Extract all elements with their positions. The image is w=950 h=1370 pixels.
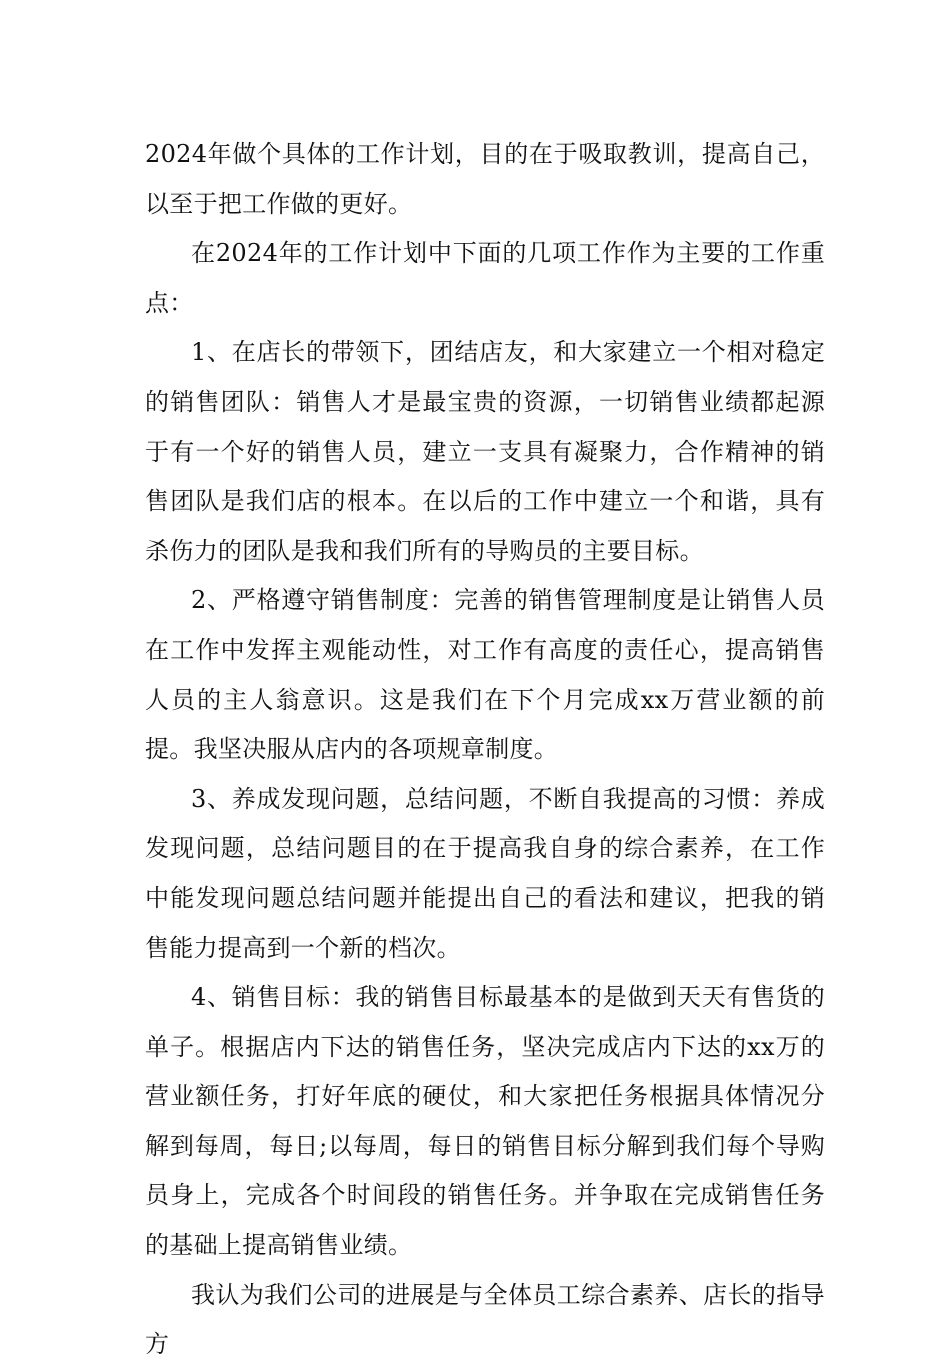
paragraph-item-2-rules: 2、严格遵守销售制度：完善的销售管理制度是让销售人员在工作中发挥主观能动性，对工作有高度的责任心，提高销售人员的主人翁意识。这是我们在下个月完成xx万营业额的前提。我坚决服从店内的各项规章制度。: [145, 586, 825, 764]
paragraph-item-3-habits: 3、养成发现问题，总结问题，不断自我提高的习惯：养成发现问题，总结问题目的在于提高我自身的综合素养，在工作中能发现问题总结问题并能提出自己的看法和建议，把我的销售能力提高到一个新的档次。: [145, 784, 825, 962]
document-body: [145, 130, 825, 1370]
paragraph-priorities-heading: 在2024年的工作计划中下面的几项工作作为主要的工作重点：: [145, 239, 825, 317]
paragraph-closing-fragment: 我认为我们公司的进展是与全体员工综合素养、店长的指导方: [145, 1280, 825, 1359]
paragraph-item-1-team: 1、在店长的带领下，团结店友，和大家建立一个相对稳定的销售团队：销售人才是最宝贵的资源，一切销售业绩都起源于有一个好的销售人员，建立一支具有凝聚力，合作精神的销售团队是我们店的根本。在以后的工作中建立一个和谐，具有杀伤力的团队是我和我们所有的导购员的主要目标。: [145, 338, 825, 565]
paragraph-intro-continuation: 2024年做个具体的工作计划，目的在于吸取教训，提高自己，以至于把工作做的更好。: [145, 140, 825, 218]
paragraph-item-4-targets: 4、销售目标：我的销售目标最基本的是做到天天有售货的单子。根据店内下达的销售任务，坚决完成店内下达的xx万的营业额任务，打好年底的硬仗，和大家把任务根据具体情况分解到每周，每日;以每周，每日的销售目标分解到我们每个导购员身上，完成各个时间段的销售任务。并争取在完成销售任务的基础上提高销售业绩。: [145, 983, 825, 1260]
